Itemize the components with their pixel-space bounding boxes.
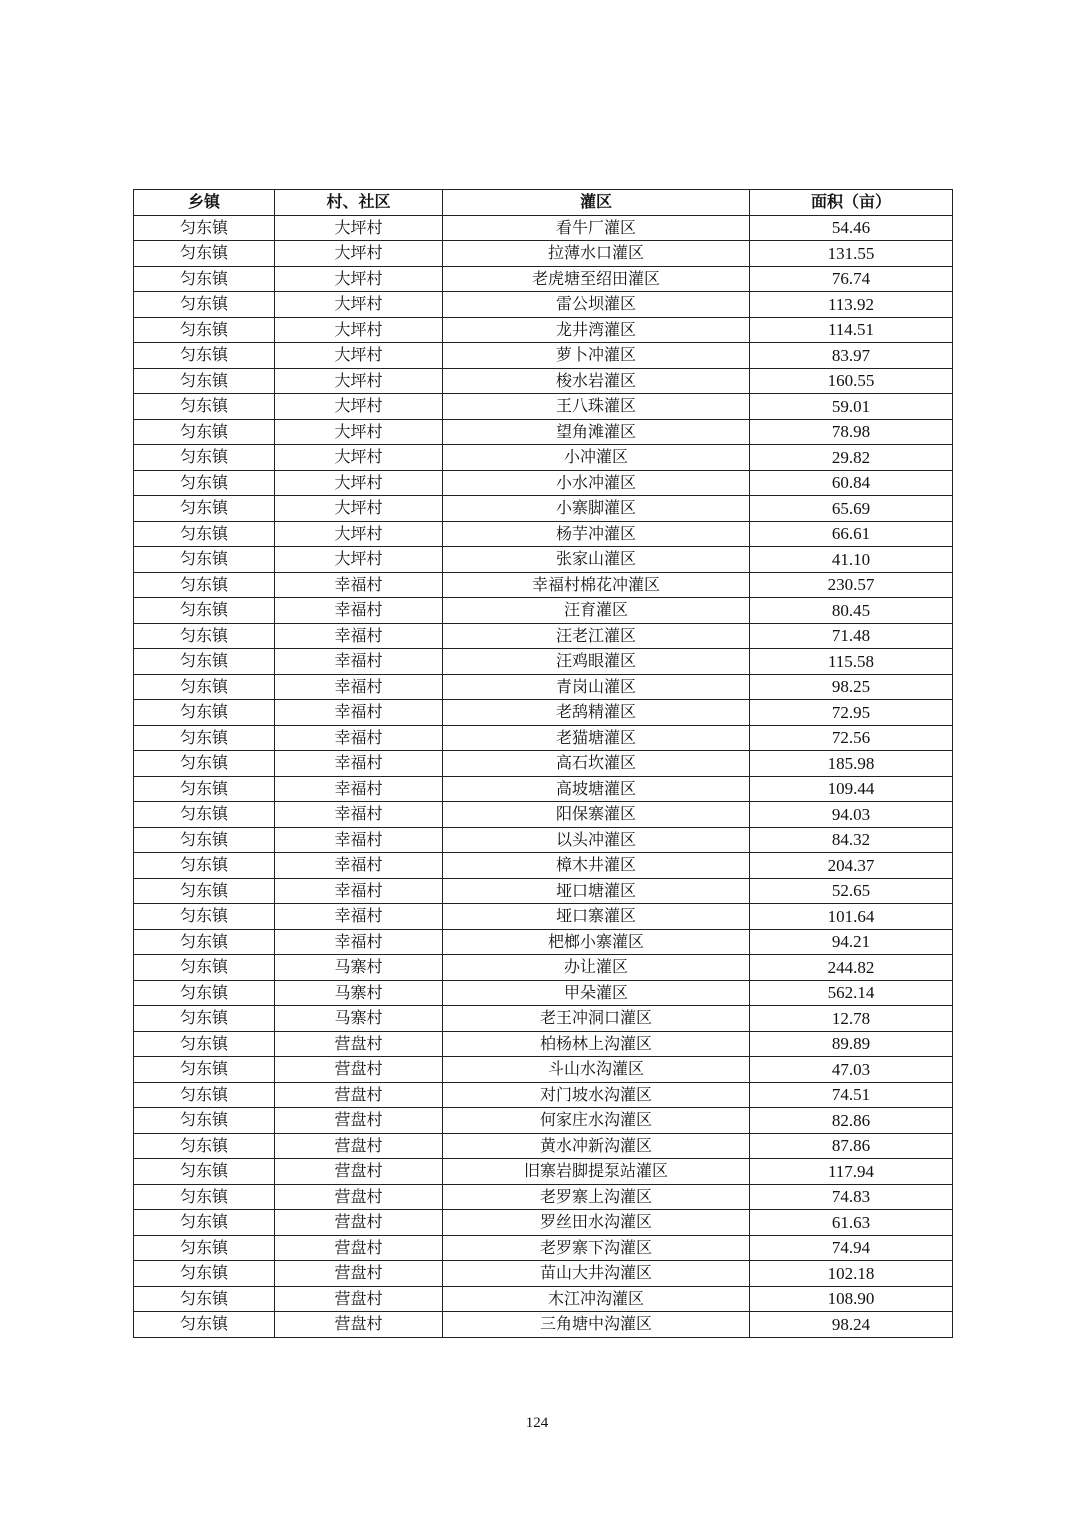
township-cell: 匀东镇 xyxy=(134,215,275,241)
irrigation-area-cell: 幸福村棉花冲灌区 xyxy=(443,572,750,598)
table-row xyxy=(134,827,953,853)
area-cell: 244.82 xyxy=(750,955,953,981)
table-row xyxy=(134,904,953,930)
irrigation-area-cell: 小水冲灌区 xyxy=(443,470,750,496)
village-cell: 营盘村 xyxy=(275,1286,443,1312)
area-cell: 72.95 xyxy=(750,700,953,726)
table-row xyxy=(134,241,953,267)
irrigation-area-cell: 老罗寨下沟灌区 xyxy=(443,1235,750,1261)
table-row xyxy=(134,317,953,343)
irrigation-area-cell: 青岗山灌区 xyxy=(443,674,750,700)
table-row xyxy=(134,343,953,369)
village-cell: 大坪村 xyxy=(275,547,443,573)
irrigation-area-cell: 苗山大井沟灌区 xyxy=(443,1261,750,1287)
table-row xyxy=(134,419,953,445)
table-row xyxy=(134,1108,953,1134)
irrigation-area-cell: 梭水岩灌区 xyxy=(443,368,750,394)
table-row xyxy=(134,470,953,496)
table-row xyxy=(134,368,953,394)
table-row xyxy=(134,1312,953,1338)
irrigation-area-cell: 老罗寨上沟灌区 xyxy=(443,1184,750,1210)
village-cell: 幸福村 xyxy=(275,725,443,751)
irrigation-area-cell: 老鸹精灌区 xyxy=(443,700,750,726)
table-row xyxy=(134,1006,953,1032)
table-row xyxy=(134,1031,953,1057)
village-cell: 营盘村 xyxy=(275,1159,443,1185)
township-cell: 匀东镇 xyxy=(134,343,275,369)
township-cell: 匀东镇 xyxy=(134,1031,275,1057)
village-cell: 幸福村 xyxy=(275,700,443,726)
village-cell: 营盘村 xyxy=(275,1235,443,1261)
irrigation-area-cell: 高坡塘灌区 xyxy=(443,776,750,802)
township-cell: 匀东镇 xyxy=(134,904,275,930)
area-cell: 87.86 xyxy=(750,1133,953,1159)
township-cell: 匀东镇 xyxy=(134,572,275,598)
village-cell: 营盘村 xyxy=(275,1184,443,1210)
area-cell: 101.64 xyxy=(750,904,953,930)
irrigation-area-cell: 望角滩灌区 xyxy=(443,419,750,445)
table-row xyxy=(134,547,953,573)
township-cell: 匀东镇 xyxy=(134,1082,275,1108)
area-cell: 117.94 xyxy=(750,1159,953,1185)
village-cell: 马寨村 xyxy=(275,1006,443,1032)
village-cell: 营盘村 xyxy=(275,1057,443,1083)
table-row xyxy=(134,1082,953,1108)
header-irrigation-area: 灌区 xyxy=(443,190,750,216)
irrigation-area-cell: 张家山灌区 xyxy=(443,547,750,573)
table-row xyxy=(134,598,953,624)
area-cell: 29.82 xyxy=(750,445,953,471)
area-cell: 109.44 xyxy=(750,776,953,802)
area-cell: 54.46 xyxy=(750,215,953,241)
township-cell: 匀东镇 xyxy=(134,1286,275,1312)
area-cell: 98.24 xyxy=(750,1312,953,1338)
table-row xyxy=(134,1210,953,1236)
area-cell: 74.94 xyxy=(750,1235,953,1261)
township-cell: 匀东镇 xyxy=(134,623,275,649)
irrigation-area-cell: 龙井湾灌区 xyxy=(443,317,750,343)
area-cell: 78.98 xyxy=(750,419,953,445)
village-cell: 幸福村 xyxy=(275,649,443,675)
irrigation-area-cell: 垭口寨灌区 xyxy=(443,904,750,930)
village-cell: 幸福村 xyxy=(275,827,443,853)
table-row xyxy=(134,1159,953,1185)
area-cell: 52.65 xyxy=(750,878,953,904)
village-cell: 大坪村 xyxy=(275,496,443,522)
township-cell: 匀东镇 xyxy=(134,419,275,445)
table-row xyxy=(134,266,953,292)
table-row xyxy=(134,572,953,598)
village-cell: 大坪村 xyxy=(275,419,443,445)
village-cell: 大坪村 xyxy=(275,470,443,496)
area-cell: 89.89 xyxy=(750,1031,953,1057)
village-cell: 大坪村 xyxy=(275,241,443,267)
area-cell: 60.84 xyxy=(750,470,953,496)
village-cell: 幸福村 xyxy=(275,802,443,828)
area-cell: 114.51 xyxy=(750,317,953,343)
irrigation-area-cell: 木江冲沟灌区 xyxy=(443,1286,750,1312)
irrigation-area-cell: 甲朵灌区 xyxy=(443,980,750,1006)
table-row xyxy=(134,700,953,726)
township-cell: 匀东镇 xyxy=(134,1184,275,1210)
village-cell: 幸福村 xyxy=(275,776,443,802)
area-cell: 83.97 xyxy=(750,343,953,369)
irrigation-area-cell: 斗山水沟灌区 xyxy=(443,1057,750,1083)
area-cell: 98.25 xyxy=(750,674,953,700)
area-cell: 59.01 xyxy=(750,394,953,420)
area-cell: 12.78 xyxy=(750,1006,953,1032)
table-row xyxy=(134,1261,953,1287)
irrigation-area-cell: 垭口塘灌区 xyxy=(443,878,750,904)
irrigation-area-cell: 看牛厂灌区 xyxy=(443,215,750,241)
table-row xyxy=(134,674,953,700)
area-cell: 94.03 xyxy=(750,802,953,828)
table-row xyxy=(134,955,953,981)
village-cell: 营盘村 xyxy=(275,1312,443,1338)
table-row xyxy=(134,1057,953,1083)
header-area-mu: 面积（亩） xyxy=(750,190,953,216)
township-cell: 匀东镇 xyxy=(134,929,275,955)
township-cell: 匀东镇 xyxy=(134,1261,275,1287)
table-row xyxy=(134,1286,953,1312)
area-cell: 131.55 xyxy=(750,241,953,267)
table-row xyxy=(134,929,953,955)
township-cell: 匀东镇 xyxy=(134,292,275,318)
township-cell: 匀东镇 xyxy=(134,878,275,904)
table-row xyxy=(134,878,953,904)
area-cell: 76.74 xyxy=(750,266,953,292)
village-cell: 马寨村 xyxy=(275,955,443,981)
township-cell: 匀东镇 xyxy=(134,241,275,267)
area-cell: 41.10 xyxy=(750,547,953,573)
village-cell: 幸福村 xyxy=(275,572,443,598)
village-cell: 幸福村 xyxy=(275,904,443,930)
township-cell: 匀东镇 xyxy=(134,266,275,292)
header-township: 乡镇 xyxy=(134,190,275,216)
township-cell: 匀东镇 xyxy=(134,776,275,802)
table-row xyxy=(134,776,953,802)
page-number: 124 xyxy=(525,1415,549,1431)
irrigation-area-cell: 小寨脚灌区 xyxy=(443,496,750,522)
area-cell: 80.45 xyxy=(750,598,953,624)
area-cell: 47.03 xyxy=(750,1057,953,1083)
table-row xyxy=(134,521,953,547)
irrigation-area-cell: 汪育灌区 xyxy=(443,598,750,624)
table-row xyxy=(134,649,953,675)
township-cell: 匀东镇 xyxy=(134,496,275,522)
irrigation-area-cell: 老王冲洞口灌区 xyxy=(443,1006,750,1032)
irrigation-area-cell: 老猫塘灌区 xyxy=(443,725,750,751)
area-cell: 84.32 xyxy=(750,827,953,853)
irrigation-area-cell: 小冲灌区 xyxy=(443,445,750,471)
irrigation-area-cell: 柏杨林上沟灌区 xyxy=(443,1031,750,1057)
township-cell: 匀东镇 xyxy=(134,598,275,624)
village-cell: 大坪村 xyxy=(275,394,443,420)
township-cell: 匀东镇 xyxy=(134,1235,275,1261)
area-cell: 102.18 xyxy=(750,1261,953,1287)
township-cell: 匀东镇 xyxy=(134,445,275,471)
irrigation-area-cell: 以头冲灌区 xyxy=(443,827,750,853)
table-row xyxy=(134,215,953,241)
area-cell: 230.57 xyxy=(750,572,953,598)
irrigation-area-cell: 旧寨岩脚提泵站灌区 xyxy=(443,1159,750,1185)
table-row xyxy=(134,1184,953,1210)
village-cell: 幸福村 xyxy=(275,929,443,955)
irrigation-area-cell: 雷公坝灌区 xyxy=(443,292,750,318)
village-cell: 大坪村 xyxy=(275,266,443,292)
irrigation-area-cell: 拉薄水口灌区 xyxy=(443,241,750,267)
township-cell: 匀东镇 xyxy=(134,547,275,573)
irrigation-area-cell: 樟木井灌区 xyxy=(443,853,750,879)
township-cell: 匀东镇 xyxy=(134,980,275,1006)
irrigation-area-cell: 杷榔小寨灌区 xyxy=(443,929,750,955)
table-row xyxy=(134,394,953,420)
table-header-row xyxy=(134,190,953,216)
irrigation-area-cell: 三角塘中沟灌区 xyxy=(443,1312,750,1338)
table-body xyxy=(134,215,953,1337)
irrigation-area-cell: 黄水冲新沟灌区 xyxy=(443,1133,750,1159)
table-row xyxy=(134,445,953,471)
village-cell: 营盘村 xyxy=(275,1133,443,1159)
township-cell: 匀东镇 xyxy=(134,802,275,828)
township-cell: 匀东镇 xyxy=(134,700,275,726)
irrigation-area-cell: 阳保寨灌区 xyxy=(443,802,750,828)
village-cell: 营盘村 xyxy=(275,1261,443,1287)
header-village: 村、社区 xyxy=(275,190,443,216)
village-cell: 大坪村 xyxy=(275,317,443,343)
village-cell: 大坪村 xyxy=(275,343,443,369)
area-cell: 160.55 xyxy=(750,368,953,394)
village-cell: 大坪村 xyxy=(275,521,443,547)
irrigation-area-cell: 高石坎灌区 xyxy=(443,751,750,777)
area-cell: 72.56 xyxy=(750,725,953,751)
irrigation-area-cell: 老虎塘至绍田灌区 xyxy=(443,266,750,292)
village-cell: 大坪村 xyxy=(275,445,443,471)
table-row xyxy=(134,623,953,649)
irrigation-area-cell: 杨芋冲灌区 xyxy=(443,521,750,547)
table-row xyxy=(134,853,953,879)
table-row xyxy=(134,496,953,522)
area-cell: 115.58 xyxy=(750,649,953,675)
area-cell: 562.14 xyxy=(750,980,953,1006)
irrigation-area-cell: 罗丝田水沟灌区 xyxy=(443,1210,750,1236)
village-cell: 大坪村 xyxy=(275,215,443,241)
township-cell: 匀东镇 xyxy=(134,1210,275,1236)
irrigation-area-table xyxy=(133,189,953,1338)
village-cell: 营盘村 xyxy=(275,1210,443,1236)
township-cell: 匀东镇 xyxy=(134,1159,275,1185)
table-row xyxy=(134,725,953,751)
township-cell: 匀东镇 xyxy=(134,521,275,547)
area-cell: 61.63 xyxy=(750,1210,953,1236)
village-cell: 营盘村 xyxy=(275,1031,443,1057)
area-cell: 66.61 xyxy=(750,521,953,547)
table-row xyxy=(134,980,953,1006)
table-row xyxy=(134,802,953,828)
irrigation-area-cell: 对门坡水沟灌区 xyxy=(443,1082,750,1108)
village-cell: 马寨村 xyxy=(275,980,443,1006)
area-cell: 82.86 xyxy=(750,1108,953,1134)
area-cell: 65.69 xyxy=(750,496,953,522)
township-cell: 匀东镇 xyxy=(134,1312,275,1338)
village-cell: 大坪村 xyxy=(275,292,443,318)
township-cell: 匀东镇 xyxy=(134,649,275,675)
area-cell: 74.51 xyxy=(750,1082,953,1108)
irrigation-area-cell: 萝卜冲灌区 xyxy=(443,343,750,369)
irrigation-area-cell: 汪老江灌区 xyxy=(443,623,750,649)
village-cell: 幸福村 xyxy=(275,878,443,904)
table-row xyxy=(134,751,953,777)
village-cell: 营盘村 xyxy=(275,1082,443,1108)
township-cell: 匀东镇 xyxy=(134,751,275,777)
table-row xyxy=(134,292,953,318)
table-row xyxy=(134,1235,953,1261)
area-cell: 74.83 xyxy=(750,1184,953,1210)
irrigation-area-cell: 汪鸡眼灌区 xyxy=(443,649,750,675)
township-cell: 匀东镇 xyxy=(134,1057,275,1083)
irrigation-area-cell: 办让灌区 xyxy=(443,955,750,981)
area-cell: 185.98 xyxy=(750,751,953,777)
township-cell: 匀东镇 xyxy=(134,394,275,420)
area-cell: 108.90 xyxy=(750,1286,953,1312)
irrigation-area-cell: 王八珠灌区 xyxy=(443,394,750,420)
village-cell: 幸福村 xyxy=(275,623,443,649)
table-row xyxy=(134,1133,953,1159)
village-cell: 幸福村 xyxy=(275,853,443,879)
irrigation-area-cell: 何家庄水沟灌区 xyxy=(443,1108,750,1134)
township-cell: 匀东镇 xyxy=(134,827,275,853)
township-cell: 匀东镇 xyxy=(134,470,275,496)
area-cell: 71.48 xyxy=(750,623,953,649)
village-cell: 幸福村 xyxy=(275,674,443,700)
village-cell: 营盘村 xyxy=(275,1108,443,1134)
township-cell: 匀东镇 xyxy=(134,853,275,879)
village-cell: 幸福村 xyxy=(275,598,443,624)
township-cell: 匀东镇 xyxy=(134,1133,275,1159)
township-cell: 匀东镇 xyxy=(134,1108,275,1134)
township-cell: 匀东镇 xyxy=(134,1006,275,1032)
area-cell: 204.37 xyxy=(750,853,953,879)
village-cell: 幸福村 xyxy=(275,751,443,777)
area-cell: 94.21 xyxy=(750,929,953,955)
area-cell: 113.92 xyxy=(750,292,953,318)
village-cell: 大坪村 xyxy=(275,368,443,394)
township-cell: 匀东镇 xyxy=(134,368,275,394)
township-cell: 匀东镇 xyxy=(134,674,275,700)
township-cell: 匀东镇 xyxy=(134,955,275,981)
township-cell: 匀东镇 xyxy=(134,317,275,343)
township-cell: 匀东镇 xyxy=(134,725,275,751)
